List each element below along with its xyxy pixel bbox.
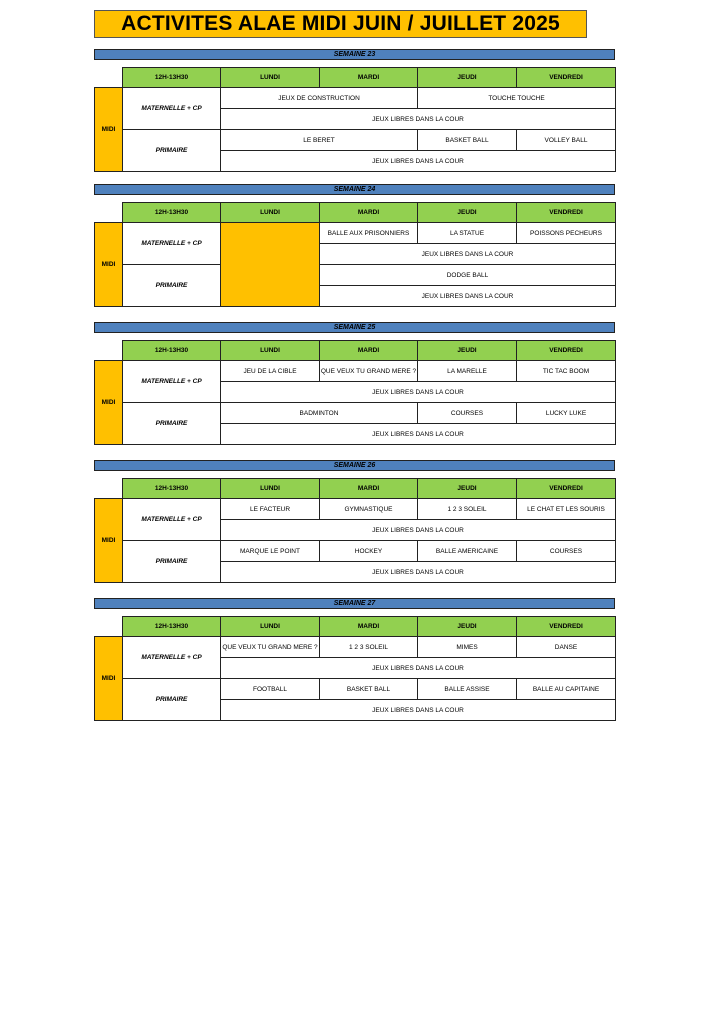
midi-cell: MIDI (95, 637, 123, 721)
group-primaire: PRIMAIRE (123, 265, 221, 307)
free-play-cell: JEUX LIBRES DANS LA COUR (320, 286, 616, 307)
activity-cell: JEUX DE CONSTRUCTION (221, 88, 418, 109)
group-maternelle: MATERNELLE + CP (123, 361, 221, 403)
header-row (95, 479, 616, 499)
activity-cell: TOUCHE TOUCHE (418, 88, 616, 109)
day-header-vendredi: VENDREDI (517, 341, 616, 361)
group-primaire: PRIMAIRE (123, 130, 221, 172)
week-23-section (94, 49, 615, 172)
activity-cell: 1 2 3 SOLEIL (418, 499, 517, 520)
group-primaire: PRIMAIRE (123, 679, 221, 721)
activity-cell: QUE VEUX TU GRAND MERE ? (320, 361, 418, 382)
day-header-jeudi: JEUDI (418, 203, 517, 223)
free-play-cell: JEUX LIBRES DANS LA COUR (221, 424, 616, 445)
schedule-table (94, 340, 616, 445)
activity-cell: FOOTBALL (221, 679, 320, 700)
week-27-section (94, 598, 615, 721)
activity-cell: LUCKY LUKE (517, 403, 616, 424)
holiday-cell (221, 223, 320, 307)
schedule-table (94, 616, 616, 721)
free-play-cell: JEUX LIBRES DANS LA COUR (221, 562, 616, 583)
day-header-mardi: MARDI (320, 203, 418, 223)
midi-cell: MIDI (95, 499, 123, 583)
activity-cell: BALLE AUX PRISONNIERS (320, 223, 418, 244)
week-26-section (94, 460, 615, 583)
day-header-jeudi: JEUDI (418, 617, 517, 637)
group-maternelle: MATERNELLE + CP (123, 499, 221, 541)
midi-cell: MIDI (95, 223, 123, 307)
activity-cell: LE FACTEUR (221, 499, 320, 520)
day-header-lundi: LUNDI (221, 68, 320, 88)
week-24-section (94, 184, 615, 307)
activity-cell: LA MARELLE (418, 361, 517, 382)
group-maternelle: MATERNELLE + CP (123, 637, 221, 679)
activity-cell: BASKET BALL (320, 679, 418, 700)
day-header-lundi: LUNDI (221, 203, 320, 223)
day-header-mardi: MARDI (320, 341, 418, 361)
activity-cell: POISSONS PECHEURS (517, 223, 616, 244)
day-header-jeudi: JEUDI (418, 479, 517, 499)
week-label: SEMAINE 24 (94, 184, 615, 195)
activity-cell: BALLE AMERICAINE (418, 541, 517, 562)
day-header-jeudi: JEUDI (418, 68, 517, 88)
free-play-cell: JEUX LIBRES DANS LA COUR (221, 109, 616, 130)
time-header: 12H-13H30 (123, 68, 221, 88)
activity-cell: 1 2 3 SOLEIL (320, 637, 418, 658)
week-label: SEMAINE 23 (94, 49, 615, 60)
activity-cell: GYMNASTIQUE (320, 499, 418, 520)
day-header-vendredi: VENDREDI (517, 203, 616, 223)
time-header: 12H-13H30 (123, 617, 221, 637)
activity-cell: LA STATUE (418, 223, 517, 244)
day-header-vendredi: VENDREDI (517, 68, 616, 88)
activity-cell: BASKET BALL (418, 130, 517, 151)
day-header-mardi: MARDI (320, 617, 418, 637)
group-primaire: PRIMAIRE (123, 541, 221, 583)
midi-cell: MIDI (95, 361, 123, 445)
week-label: SEMAINE 27 (94, 598, 615, 609)
activity-cell: DANSE (517, 637, 616, 658)
activity-cell: VOLLEY BALL (517, 130, 616, 151)
free-play-cell: JEUX LIBRES DANS LA COUR (221, 700, 616, 721)
time-header: 12H-13H30 (123, 341, 221, 361)
activity-cell: LE CHAT ET LES SOURIS (517, 499, 616, 520)
activity-cell: MARQUE LE POINT (221, 541, 320, 562)
week-25-section (94, 322, 615, 445)
free-play-cell: JEUX LIBRES DANS LA COUR (221, 382, 616, 403)
activity-cell: BALLE ASSISE (418, 679, 517, 700)
activity-cell: BALLE AU CAPITAINE (517, 679, 616, 700)
day-header-lundi: LUNDI (221, 341, 320, 361)
group-primaire: PRIMAIRE (123, 403, 221, 445)
free-play-cell: JEUX LIBRES DANS LA COUR (221, 151, 616, 172)
schedule-table (94, 202, 616, 307)
header-row (95, 617, 616, 637)
schedule-table (94, 478, 616, 583)
corner-cell (95, 617, 123, 637)
time-header: 12H-13H30 (123, 479, 221, 499)
header-row (95, 341, 616, 361)
corner-cell (95, 203, 123, 223)
header-row (95, 68, 616, 88)
schedule-table (94, 67, 616, 172)
time-header: 12H-13H30 (123, 203, 221, 223)
activity-cell: HOCKEY (320, 541, 418, 562)
activity-cell: COURSES (517, 541, 616, 562)
activity-cell: QUE VEUX TU GRAND MERE ? (221, 637, 320, 658)
midi-cell: MIDI (95, 88, 123, 172)
day-header-lundi: LUNDI (221, 617, 320, 637)
activity-cell: TIC TAC BOOM (517, 361, 616, 382)
free-play-cell: JEUX LIBRES DANS LA COUR (320, 244, 616, 265)
day-header-vendredi: VENDREDI (517, 479, 616, 499)
corner-cell (95, 68, 123, 88)
week-label: SEMAINE 26 (94, 460, 615, 471)
corner-cell (95, 341, 123, 361)
day-header-jeudi: JEUDI (418, 341, 517, 361)
day-header-lundi: LUNDI (221, 479, 320, 499)
activity-cell: COURSES (418, 403, 517, 424)
activity-cell: LE BERET (221, 130, 418, 151)
activity-cell: DODGE BALL (320, 265, 616, 286)
day-header-vendredi: VENDREDI (517, 617, 616, 637)
group-maternelle: MATERNELLE + CP (123, 223, 221, 265)
activity-cell: MIMES (418, 637, 517, 658)
day-header-mardi: MARDI (320, 479, 418, 499)
week-label: SEMAINE 25 (94, 322, 615, 333)
activity-cell: JEU DE LA CIBLE (221, 361, 320, 382)
free-play-cell: JEUX LIBRES DANS LA COUR (221, 520, 616, 541)
activity-cell: BADMINTON (221, 403, 418, 424)
free-play-cell: JEUX LIBRES DANS LA COUR (221, 658, 616, 679)
page-title: ACTIVITES ALAE MIDI JUIN / JUILLET 2025 (94, 10, 587, 38)
group-maternelle: MATERNELLE + CP (123, 88, 221, 130)
corner-cell (95, 479, 123, 499)
header-row (95, 203, 616, 223)
day-header-mardi: MARDI (320, 68, 418, 88)
